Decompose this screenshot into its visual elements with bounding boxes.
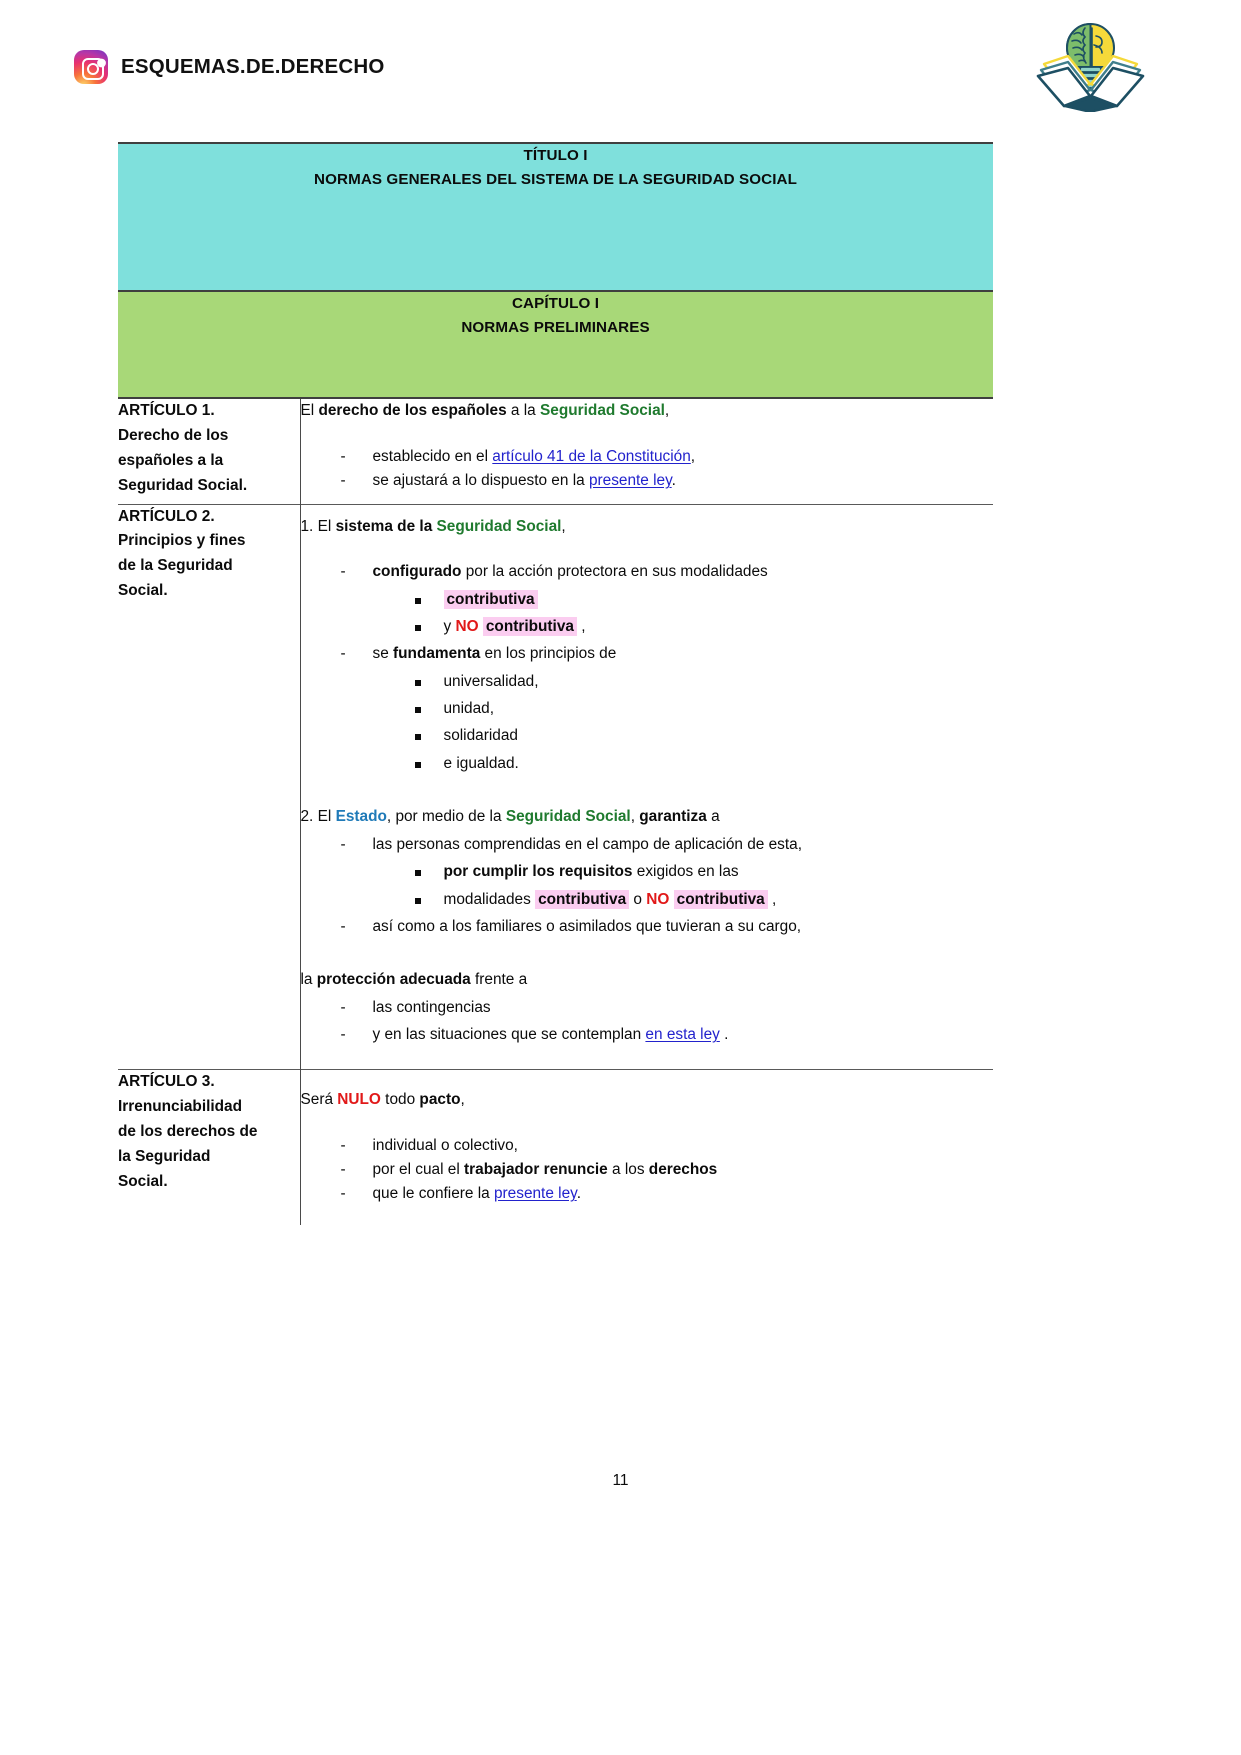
text-fragment: se [372,645,394,663]
list-item [301,642,994,666]
text-fragment: El [300,402,319,419]
brand-handle-text: ESQUEMAS.DE.DERECHO [121,55,385,78]
text-fragment: , [561,517,566,535]
articulo-2-p2-dash-list-2 [301,915,994,939]
list-item [301,888,994,912]
list-item [301,588,994,612]
list-item [301,1158,994,1182]
text-fragment: la [300,971,317,989]
text-red-nulo: NULO [337,1090,381,1108]
page-header [0,0,1241,125]
spacer [301,779,994,805]
text-bold-proteccion-adecuada: protección adecuada [316,971,471,989]
list-item: solidaridad [301,724,994,748]
instagram-icon [74,50,108,84]
text-fragment: frente a [470,971,528,989]
articulo-1-lead [301,399,994,423]
text-fragment: modalidades [443,890,536,908]
text-fragment: las contingencias [372,999,491,1017]
text-fragment: exigidos en las [632,863,739,881]
text-fragment: individual o colectivo, [372,1136,518,1154]
text-fragment: . [671,472,676,490]
text-fragment: , [767,890,777,908]
highlight-contributiva: contributiva [444,590,538,609]
text-fragment: por la acción protectora en sus modalidades [461,563,768,581]
text-bold: trabajador renuncie [464,1160,608,1178]
text-fragment: , [664,402,670,419]
text-bold-pacto: pacto [419,1090,461,1108]
text-bold: fundamenta [393,645,481,663]
articulo-3-label-line: ARTÍCULO 3. [118,1072,215,1090]
text-fragment: . [576,1185,581,1203]
spacer [301,494,994,504]
list-item: - las personas comprendidas en el campo de aplicación de esta, [301,833,994,857]
articulo-3-label-line: Social. [118,1172,168,1190]
articulo-2-p1-dash-list [301,560,994,584]
list-item [301,1182,994,1206]
text-fragment: a la [506,402,541,419]
text-fragment: a los [607,1160,649,1178]
spacer [301,1070,994,1088]
title-band-line1: TÍTULO I [523,147,588,164]
list-item [301,1134,994,1158]
spacer [301,1207,994,1225]
text-fragment: , [576,618,586,636]
list-item [301,615,994,639]
articulo-1-label-line: Derecho de los [118,426,229,444]
articulo-1-label-line: ARTÍCULO 1. [118,402,215,419]
text-red-no: NO [646,890,670,908]
table-row-articulo-2 [118,504,993,1069]
text-bold: derecho de los españoles [318,402,507,419]
list-item: e igualdad. [301,752,994,776]
text-bold: por cumplir los requisitos [443,863,633,881]
articulo-3-lead [301,1088,994,1112]
spacer [301,542,994,560]
articulo-2-label-line: Principios y fines [118,532,246,550]
list-item [301,469,994,493]
articulo-2-content-cell [300,504,993,1069]
text-fragment: 2. El [300,808,336,826]
text-fragment: todo [380,1090,420,1108]
articulo-2-p1-square-list-a [301,588,994,640]
articulo-2-paragraph-1 [301,515,994,539]
text-bold: derechos [648,1160,718,1178]
text-fragment: y en las situaciones que se contemplan [372,1026,646,1044]
text-fragment [669,891,673,908]
articulo-1-label-line: Seguridad Social. [118,476,248,494]
text-fragment: , [460,1090,465,1108]
link-articulo-41-constitucion[interactable]: artículo 41 de la Constitución [492,447,691,465]
text-fragment: , [630,808,640,826]
articulo-2-label-line: Social. [118,582,168,600]
page-number: 11 [612,1472,629,1489]
text-fragment: en los principios de [480,645,617,663]
articulo-1-label-cell [118,398,300,504]
text-fragment: , [690,447,696,465]
articulo-3-label-line: de los derechos de [118,1122,258,1140]
table-row-articulo-3 [118,1069,993,1224]
text-fragment: . [719,1026,729,1044]
articulo-2-p2-square-list [301,860,994,912]
text-fragment: o [629,890,647,908]
text-fragment: a [706,808,720,826]
list-item [301,1023,994,1047]
articulo-2-p1-dash-list-2 [301,642,994,666]
list-item [301,445,994,469]
chapter-band-cell [118,291,993,398]
spacer [301,1051,994,1069]
text-fragment: se ajustará a lo dispuesto en la [372,472,589,490]
spacer [301,1116,994,1134]
link-presente-ley[interactable]: presente ley [494,1185,577,1203]
articulo-2-label-cell [118,504,300,1069]
title-band-line2: NORMAS GENERALES DEL SISTEMA DE LA SEGURIDAD SOCIAL [314,170,797,188]
articulo-2-label-line: ARTÍCULO 2. [118,507,215,525]
text-fragment: Será [300,1090,338,1108]
list-item [301,860,994,884]
articulo-3-label-line: la Seguridad [118,1147,211,1165]
list-item [301,560,994,584]
articulo-2-paragraph-3 [301,968,994,992]
spacer [301,427,994,445]
title-band-row [118,143,993,291]
highlight-contributiva: contributiva [483,617,577,636]
chapter-band-line1: CAPÍTULO I [511,295,600,312]
highlight-contributiva: contributiva [535,890,629,909]
text-fragment: , por medio de la [386,808,506,826]
text-bold-garantiza: garantiza [639,808,707,826]
articulo-3-content-cell [300,1069,993,1224]
text-blue-estado: Estado [335,808,387,826]
text-fragment: 1. El [300,517,336,535]
articulo-1-content-cell [300,398,993,504]
text-green-seguridad-social: Seguridad Social [540,402,665,419]
articulo-3-dash-list [301,1134,994,1207]
chapter-band-row [118,291,993,398]
articulo-1-label-line: españoles a la [118,451,224,469]
list-item: - así como a los familiares o asimilados que tuvieran a su cargo, [301,915,994,939]
text-bold: configurado [372,563,462,581]
text-fragment: por el cual el [372,1160,465,1178]
brand-instagram-handle [74,50,385,84]
link-presente-ley[interactable]: presente ley [588,472,672,490]
articulo-2-paragraph-2 [301,805,994,829]
articulo-1-dash-list [301,445,994,494]
spacer [301,942,994,968]
list-item [301,996,994,1020]
text-bold: sistema de la [335,517,437,535]
list-item: unidad, [301,697,994,721]
text-fragment: que le confiere la [372,1185,494,1203]
list-item: universalidad, [301,670,994,694]
articulo-3-label-line: Irrenunciabilidad [118,1097,243,1115]
articulo-2-label-line: de la Seguridad [118,557,233,575]
articulo-2-p1-square-list-b [301,670,994,776]
text-red-no: NO [455,618,479,636]
highlight-contributiva: contributiva [674,890,768,909]
articulo-3-label-cell [118,1069,300,1224]
brain-lightbulb-book-logo-icon [1028,12,1153,112]
title-band-cell [118,143,993,291]
law-schema-table [118,142,993,1225]
articulo-2-p3-dash-list [301,996,994,1048]
text-green-seguridad-social: Seguridad Social [436,517,562,535]
text-fragment: establecido en el [372,447,493,465]
text-green-seguridad-social: Seguridad Social [505,808,631,826]
table-row-articulo-1 [118,398,993,504]
chapter-band-line2: NORMAS PRELIMINARES [461,318,650,336]
link-en-esta-ley[interactable]: en esta ley [645,1026,720,1044]
spacer [301,505,994,515]
text-fragment: y [443,618,456,636]
articulo-2-p2-dash-list [301,833,994,857]
